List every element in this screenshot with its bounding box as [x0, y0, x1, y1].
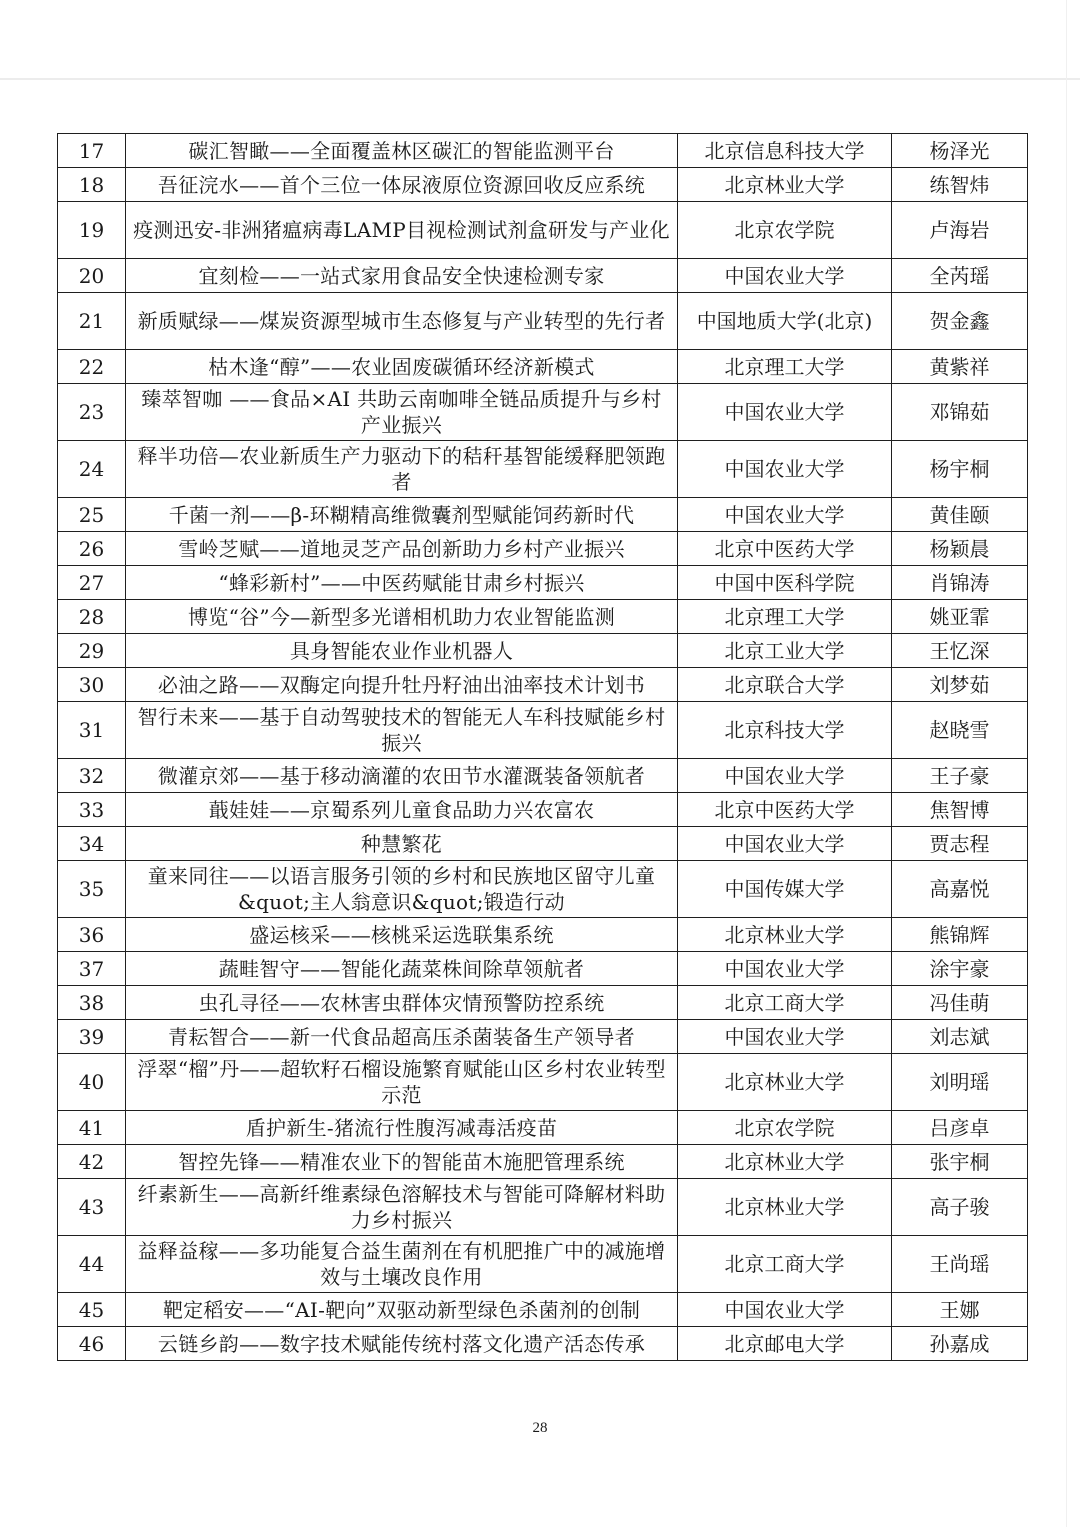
project-name: 童来同往——以语言服务引领的乡村和民族地区留守儿童&quot;主人翁意识&quot;锻造行动: [126, 861, 678, 918]
school-name: 中国农业大学: [678, 441, 892, 498]
leader-name: 孙嘉成: [892, 1327, 1028, 1361]
project-list-table: [57, 133, 1028, 1361]
row-number: 30: [58, 668, 126, 702]
school-name: 北京工商大学: [678, 986, 892, 1020]
school-name: 中国农业大学: [678, 1020, 892, 1054]
project-name: 益释益稼——多功能复合益生菌剂在有机肥推广中的减施增效与土壤改良作用: [126, 1236, 678, 1293]
leader-name: 杨颖晨: [892, 532, 1028, 566]
project-name: 雪岭芝赋——道地灵芝产品创新助力乡村产业振兴: [126, 532, 678, 566]
project-name: 碳汇智瞰——全面覆盖林区碳汇的智能监测平台: [126, 134, 678, 168]
table-row: [58, 498, 1028, 532]
page-top-rule: [0, 78, 1080, 80]
project-name: 纤素新生——高新纤维素绿色溶解技术与智能可降解材料助力乡村振兴: [126, 1179, 678, 1236]
school-name: 北京林业大学: [678, 918, 892, 952]
school-name: 北京科技大学: [678, 702, 892, 759]
row-number: 26: [58, 532, 126, 566]
table-row: [58, 350, 1028, 384]
row-number: 44: [58, 1236, 126, 1293]
project-name: 青耘智合——新一代食品超高压杀菌装备生产领导者: [126, 1020, 678, 1054]
table-row: [58, 259, 1028, 293]
school-name: 北京信息科技大学: [678, 134, 892, 168]
project-name: 千菌一剂——β-环糊精高维微囊剂型赋能饲药新时代: [126, 498, 678, 532]
table-row: [58, 600, 1028, 634]
table-row: [58, 952, 1028, 986]
project-name: 具身智能农业作业机器人: [126, 634, 678, 668]
project-name: 智行未来——基于自动驾驶技术的智能无人车科技赋能乡村振兴: [126, 702, 678, 759]
leader-name: 高子骏: [892, 1179, 1028, 1236]
table-row: [58, 1111, 1028, 1145]
table-row: [58, 384, 1028, 441]
school-name: 中国地质大学(北京): [678, 293, 892, 350]
school-name: 北京理工大学: [678, 350, 892, 384]
row-number: 39: [58, 1020, 126, 1054]
table-row: [58, 1145, 1028, 1179]
leader-name: 刘志斌: [892, 1020, 1028, 1054]
project-name: 蕺娃娃——京蜀系列儿童食品助力兴农富农: [126, 793, 678, 827]
leader-name: 高嘉悦: [892, 861, 1028, 918]
row-number: 23: [58, 384, 126, 441]
table-row: [58, 668, 1028, 702]
leader-name: 王子豪: [892, 759, 1028, 793]
school-name: 中国中医科学院: [678, 566, 892, 600]
project-name: 靶定稻安——“AI-靶向”双驱动新型绿色杀菌剂的创制: [126, 1293, 678, 1327]
table-row: [58, 1020, 1028, 1054]
row-number: 31: [58, 702, 126, 759]
school-name: 北京农学院: [678, 1111, 892, 1145]
row-number: 17: [58, 134, 126, 168]
project-name: 云链乡韵——数字技术赋能传统村落文化遗产活态传承: [126, 1327, 678, 1361]
leader-name: 贺金鑫: [892, 293, 1028, 350]
project-name: 新质赋绿——煤炭资源型城市生态修复与产业转型的先行者: [126, 293, 678, 350]
row-number: 20: [58, 259, 126, 293]
leader-name: 熊锦辉: [892, 918, 1028, 952]
row-number: 25: [58, 498, 126, 532]
row-number: 36: [58, 918, 126, 952]
table-row: [58, 293, 1028, 350]
project-name: 疫测迅安-非洲猪瘟病毒LAMP目视检测试剂盒研发与产业化: [126, 202, 678, 259]
school-name: 北京林业大学: [678, 1145, 892, 1179]
table-row: [58, 1054, 1028, 1111]
table-row: [58, 702, 1028, 759]
row-number: 43: [58, 1179, 126, 1236]
row-number: 22: [58, 350, 126, 384]
table-row: [58, 759, 1028, 793]
school-name: 中国农业大学: [678, 384, 892, 441]
school-name: 北京中医药大学: [678, 532, 892, 566]
leader-name: 邓锦茹: [892, 384, 1028, 441]
project-name: 宜刻检——一站式家用食品安全快速检测专家: [126, 259, 678, 293]
row-number: 34: [58, 827, 126, 861]
school-name: 中国农业大学: [678, 498, 892, 532]
leader-name: 刘梦茹: [892, 668, 1028, 702]
row-number: 29: [58, 634, 126, 668]
school-name: 北京邮电大学: [678, 1327, 892, 1361]
school-name: 北京工商大学: [678, 1236, 892, 1293]
school-name: 北京林业大学: [678, 1054, 892, 1111]
project-name: 吾征浣水——首个三位一体尿液原位资源回收反应系统: [126, 168, 678, 202]
row-number: 32: [58, 759, 126, 793]
page-edge-rule: [1066, 0, 1067, 1527]
table-row: [58, 918, 1028, 952]
table-row: [58, 532, 1028, 566]
leader-name: 杨泽光: [892, 134, 1028, 168]
project-name: 释半功倍—农业新质生产力驱动下的秸秆基智能缓释肥领跑者: [126, 441, 678, 498]
school-name: 中国农业大学: [678, 952, 892, 986]
leader-name: 冯佳萌: [892, 986, 1028, 1020]
project-name: 蔬畦智守——智能化蔬菜株间除草领航者: [126, 952, 678, 986]
page-number: 28: [532, 1420, 548, 1436]
leader-name: 王尚瑶: [892, 1236, 1028, 1293]
project-name: 枯木逢“醇”——农业固废碳循环经济新模式: [126, 350, 678, 384]
table-row: [58, 566, 1028, 600]
table-row: [58, 168, 1028, 202]
table-row: [58, 861, 1028, 918]
leader-name: 王忆深: [892, 634, 1028, 668]
school-name: 北京理工大学: [678, 600, 892, 634]
project-name: 浮翠“榴”丹——超软籽石榴设施繁育赋能山区乡村农业转型示范: [126, 1054, 678, 1111]
row-number: 41: [58, 1111, 126, 1145]
project-name: 智控先锋——精准农业下的智能苗木施肥管理系统: [126, 1145, 678, 1179]
school-name: 北京联合大学: [678, 668, 892, 702]
row-number: 18: [58, 168, 126, 202]
row-number: 24: [58, 441, 126, 498]
row-number: 21: [58, 293, 126, 350]
leader-name: 贾志程: [892, 827, 1028, 861]
row-number: 19: [58, 202, 126, 259]
project-name: 盾护新生-猪流行性腹泻减毒活疫苗: [126, 1111, 678, 1145]
table-row: [58, 986, 1028, 1020]
school-name: 北京农学院: [678, 202, 892, 259]
leader-name: 练智炜: [892, 168, 1028, 202]
leader-name: 张宇桐: [892, 1145, 1028, 1179]
leader-name: 吕彦卓: [892, 1111, 1028, 1145]
table-row: [58, 202, 1028, 259]
leader-name: 黄佳颐: [892, 498, 1028, 532]
leader-name: 焦智博: [892, 793, 1028, 827]
school-name: 北京工业大学: [678, 634, 892, 668]
project-name: “蜂彩新村”——中医药赋能甘肃乡村振兴: [126, 566, 678, 600]
leader-name: 姚亚霏: [892, 600, 1028, 634]
row-number: 33: [58, 793, 126, 827]
table-row: [58, 793, 1028, 827]
table-row: [58, 1179, 1028, 1236]
leader-name: 卢海岩: [892, 202, 1028, 259]
school-name: 北京中医药大学: [678, 793, 892, 827]
row-number: 35: [58, 861, 126, 918]
leader-name: 赵晓雪: [892, 702, 1028, 759]
row-number: 37: [58, 952, 126, 986]
row-number: 27: [58, 566, 126, 600]
table-row: [58, 441, 1028, 498]
table-row: [58, 1327, 1028, 1361]
row-number: 42: [58, 1145, 126, 1179]
school-name: 北京林业大学: [678, 1179, 892, 1236]
leader-name: 涂宇豪: [892, 952, 1028, 986]
row-number: 28: [58, 600, 126, 634]
leader-name: 杨宇桐: [892, 441, 1028, 498]
project-name: 盛运核采——核桃采运选联集系统: [126, 918, 678, 952]
project-name: 臻萃智咖 ——食品×AI 共助云南咖啡全链品质提升与乡村产业振兴: [126, 384, 678, 441]
table-row: [58, 1236, 1028, 1293]
school-name: 北京林业大学: [678, 168, 892, 202]
school-name: 中国传媒大学: [678, 861, 892, 918]
row-number: 46: [58, 1327, 126, 1361]
row-number: 40: [58, 1054, 126, 1111]
table-row: [58, 1293, 1028, 1327]
project-name: 种慧繁花: [126, 827, 678, 861]
table-row: [58, 634, 1028, 668]
table-row: [58, 134, 1028, 168]
leader-name: 全芮瑶: [892, 259, 1028, 293]
project-name: 必油之路——双酶定向提升牡丹籽油出油率技术计划书: [126, 668, 678, 702]
project-name: 微灌京郊——基于移动滴灌的农田节水灌溉装备领航者: [126, 759, 678, 793]
school-name: 中国农业大学: [678, 259, 892, 293]
leader-name: 刘明瑶: [892, 1054, 1028, 1111]
school-name: 中国农业大学: [678, 759, 892, 793]
school-name: 中国农业大学: [678, 1293, 892, 1327]
project-name: 虫孔寻径——农林害虫群体灾情预警防控系统: [126, 986, 678, 1020]
leader-name: 肖锦涛: [892, 566, 1028, 600]
project-name: 博览“谷”今—新型多光谱相机助力农业智能监测: [126, 600, 678, 634]
row-number: 45: [58, 1293, 126, 1327]
row-number: 38: [58, 986, 126, 1020]
leader-name: 黄紫祥: [892, 350, 1028, 384]
leader-name: 王娜: [892, 1293, 1028, 1327]
table-row: [58, 827, 1028, 861]
school-name: 中国农业大学: [678, 827, 892, 861]
